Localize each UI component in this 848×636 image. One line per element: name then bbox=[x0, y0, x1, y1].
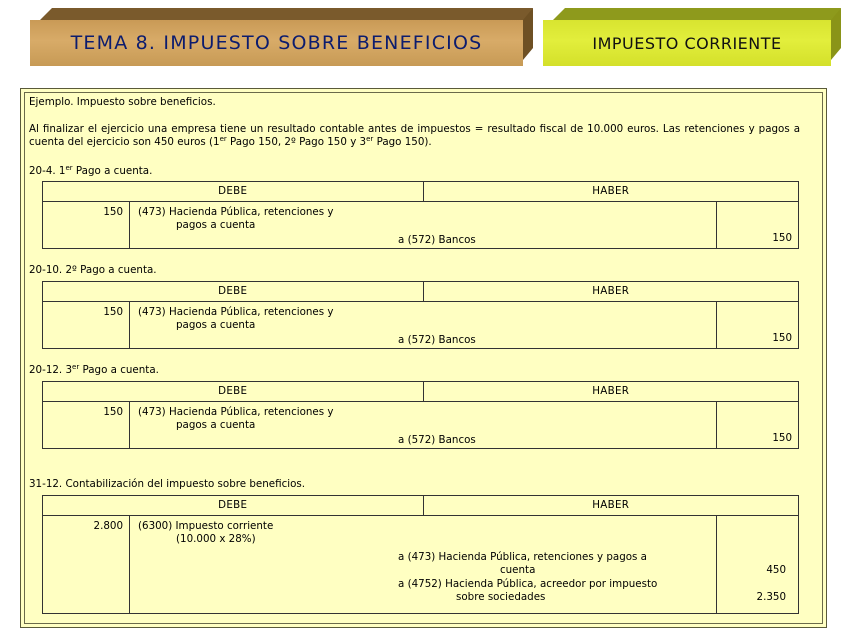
entry-date-text: 20-10. 2º Pago a cuenta. bbox=[29, 264, 157, 276]
credit-amount-cell bbox=[717, 516, 799, 614]
journal-entry-table bbox=[42, 281, 799, 349]
haber-header: HABER bbox=[423, 282, 799, 302]
debit-account: (10.000 x 28%) bbox=[176, 533, 256, 545]
entry-date bbox=[29, 264, 157, 277]
table-header-row bbox=[43, 182, 799, 202]
account-cell bbox=[130, 202, 717, 249]
credit-account: a (4752) Hacienda Pública, acreedor por impuesto bbox=[398, 578, 658, 590]
subtitle-face bbox=[543, 20, 831, 66]
debit-amount-cell bbox=[43, 516, 130, 614]
debit-account: (6300) Impuesto corriente bbox=[138, 520, 274, 532]
table-row bbox=[43, 402, 799, 449]
credit-account: a (473) Hacienda Pública, retenciones y pagos a bbox=[398, 551, 647, 563]
credit-amount: 150 bbox=[772, 432, 792, 444]
debit-amount-cell bbox=[43, 402, 130, 449]
debit-account: (473) Hacienda Pública, retenciones y bbox=[138, 406, 334, 418]
account-cell bbox=[130, 402, 717, 449]
debit-amount: 150 bbox=[103, 306, 123, 318]
content-panel bbox=[20, 88, 827, 628]
credit-amount: 150 bbox=[772, 232, 792, 244]
page-subtitle: IMPUESTO CORRIENTE bbox=[592, 33, 782, 53]
ordinal-sup: er bbox=[72, 363, 80, 371]
example-statement bbox=[29, 123, 800, 149]
tab-bevel bbox=[40, 8, 533, 20]
ordinal-sup: er bbox=[366, 135, 374, 143]
example-heading: Ejemplo. Impuesto sobre beneficios. bbox=[29, 96, 216, 108]
credit-account: a (572) Bancos bbox=[398, 434, 476, 446]
ordinal-sup: er bbox=[65, 164, 73, 172]
debit-account: (473) Hacienda Pública, retenciones y bbox=[138, 206, 334, 218]
account-cell bbox=[130, 516, 717, 614]
ordinal-sup: er bbox=[219, 135, 227, 143]
table-row bbox=[43, 516, 799, 614]
debit-account: pagos a cuenta bbox=[176, 219, 256, 231]
entry-date-text: 20-12. 3 bbox=[29, 364, 73, 376]
statement-part: Al finalizar el ejercicio una empresa tiene un resultado contable antes de impuestos = resultado fiscal de 10.000 euros. Las retenciones y pagos a cuenta del ejercicio son 450 euros (1 bbox=[29, 123, 800, 148]
debit-amount: 150 bbox=[103, 406, 123, 418]
credit-account: cuenta bbox=[500, 564, 536, 576]
debit-account: pagos a cuenta bbox=[176, 319, 256, 331]
debit-amount: 150 bbox=[103, 206, 123, 218]
table-header-row bbox=[43, 382, 799, 402]
entry-date-text: 20-4. 1 bbox=[29, 165, 66, 177]
haber-header: HABER bbox=[423, 496, 799, 516]
table-row bbox=[43, 202, 799, 249]
tab-bevel bbox=[553, 8, 841, 20]
haber-header: HABER bbox=[423, 382, 799, 402]
debit-amount: 2.800 bbox=[93, 520, 123, 532]
table-header-row bbox=[43, 496, 799, 516]
entry-date: 31-12. Contabilización del impuesto sobre beneficios. bbox=[29, 478, 306, 490]
debit-account: (473) Hacienda Pública, retenciones y bbox=[138, 306, 334, 318]
page-title: TEMA 8. IMPUESTO SOBRE BENEFICIOS bbox=[70, 32, 483, 54]
entry-date-text: Pago a cuenta. bbox=[79, 364, 159, 376]
debe-header: DEBE bbox=[43, 496, 424, 516]
entry-date bbox=[29, 364, 159, 377]
debe-header: DEBE bbox=[43, 282, 424, 302]
debit-amount-cell bbox=[43, 202, 130, 249]
entry-date-text: Pago a cuenta. bbox=[72, 165, 153, 177]
journal-entry-table bbox=[42, 495, 799, 614]
journal-entry-table bbox=[42, 381, 799, 449]
title-face bbox=[30, 20, 523, 66]
debit-amount-cell bbox=[43, 302, 130, 349]
credit-account: a (572) Bancos bbox=[398, 334, 476, 346]
statement-part: Pago 150). bbox=[373, 136, 432, 148]
title-tab bbox=[30, 8, 533, 66]
credit-account: a (572) Bancos bbox=[398, 234, 476, 246]
credit-amount-cell bbox=[717, 302, 799, 349]
haber-header: HABER bbox=[423, 182, 799, 202]
account-cell bbox=[130, 302, 717, 349]
debit-account: pagos a cuenta bbox=[176, 419, 256, 431]
credit-amount-cell bbox=[717, 202, 799, 249]
credit-account: sobre sociedades bbox=[456, 591, 546, 603]
statement-part: Pago 150, 2º Pago 150 y 3 bbox=[226, 136, 367, 148]
journal-entry-table bbox=[42, 181, 799, 249]
credit-amount: 450 bbox=[766, 564, 786, 576]
debe-header: DEBE bbox=[43, 382, 424, 402]
credit-amount-cell bbox=[717, 402, 799, 449]
credit-amount: 2.350 bbox=[756, 591, 786, 603]
credit-amount: 150 bbox=[772, 332, 792, 344]
subtitle-tab bbox=[543, 8, 841, 66]
debe-header: DEBE bbox=[43, 182, 424, 202]
entry-date bbox=[29, 165, 152, 178]
table-header-row bbox=[43, 282, 799, 302]
table-row bbox=[43, 302, 799, 349]
